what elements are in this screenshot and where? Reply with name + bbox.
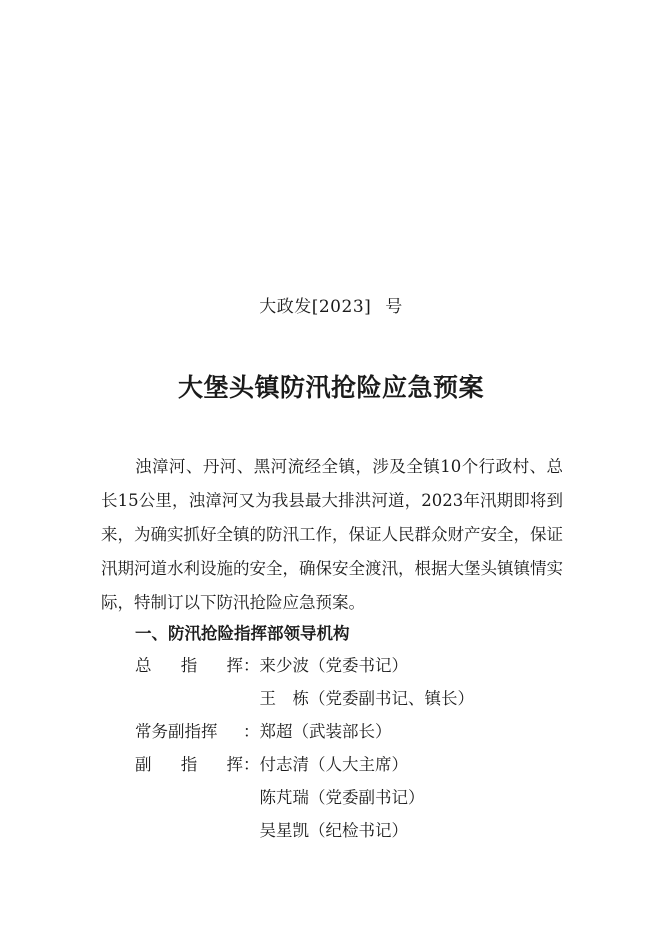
- roster-row: [135, 649, 565, 682]
- roster-role: 副 指 挥: [135, 755, 243, 774]
- intro-paragraph: 浊漳河、丹河、黑河流经全镇，涉及全镇10个行政村、总长15公里，浊漳河又为我县最大排洪河道，2023年汛期即将到来，为确实抓好全镇的防汛工作，保证人民群众财产安全，保证汛期河道水利设施的安全，确保安全渡汛，根据大堡头镇镇情实际，特制订以下防汛抢险应急预案。: [101, 457, 563, 612]
- roster-row: [135, 748, 565, 781]
- roster-row: [135, 682, 565, 715]
- roster-colon: ：: [243, 755, 260, 774]
- roster-person: 陈芃瑞（党委副书记）: [259, 788, 425, 807]
- roster-row: [135, 781, 565, 814]
- roster-colon: ：: [243, 656, 260, 675]
- document-number-prefix: 大政发[2023]: [259, 297, 372, 317]
- leadership-roster: [135, 649, 565, 847]
- roster-person: 王 栋（党委副书记、镇长）: [259, 689, 474, 708]
- document-number-suffix: 号: [385, 297, 403, 317]
- roster-role: 常 务 副 指 挥: [135, 722, 218, 741]
- roster-person: 来少波（党委书记）: [259, 656, 408, 675]
- document-title: 大堡头镇防汛抢险应急预案: [177, 373, 484, 402]
- roster-row: [135, 715, 565, 748]
- section-heading: 一、防汛抢险指挥部领导机构: [135, 624, 350, 643]
- roster-colon: ：: [243, 722, 260, 741]
- roster-person: 郑超（武装部长）: [259, 722, 392, 741]
- document-number: [0, 292, 662, 317]
- roster-row: [135, 814, 565, 847]
- roster-role: 总 指 挥: [135, 656, 243, 675]
- roster-person: 付志清（人大主席）: [259, 755, 408, 774]
- roster-person: 吴星凯（纪检书记）: [259, 821, 408, 840]
